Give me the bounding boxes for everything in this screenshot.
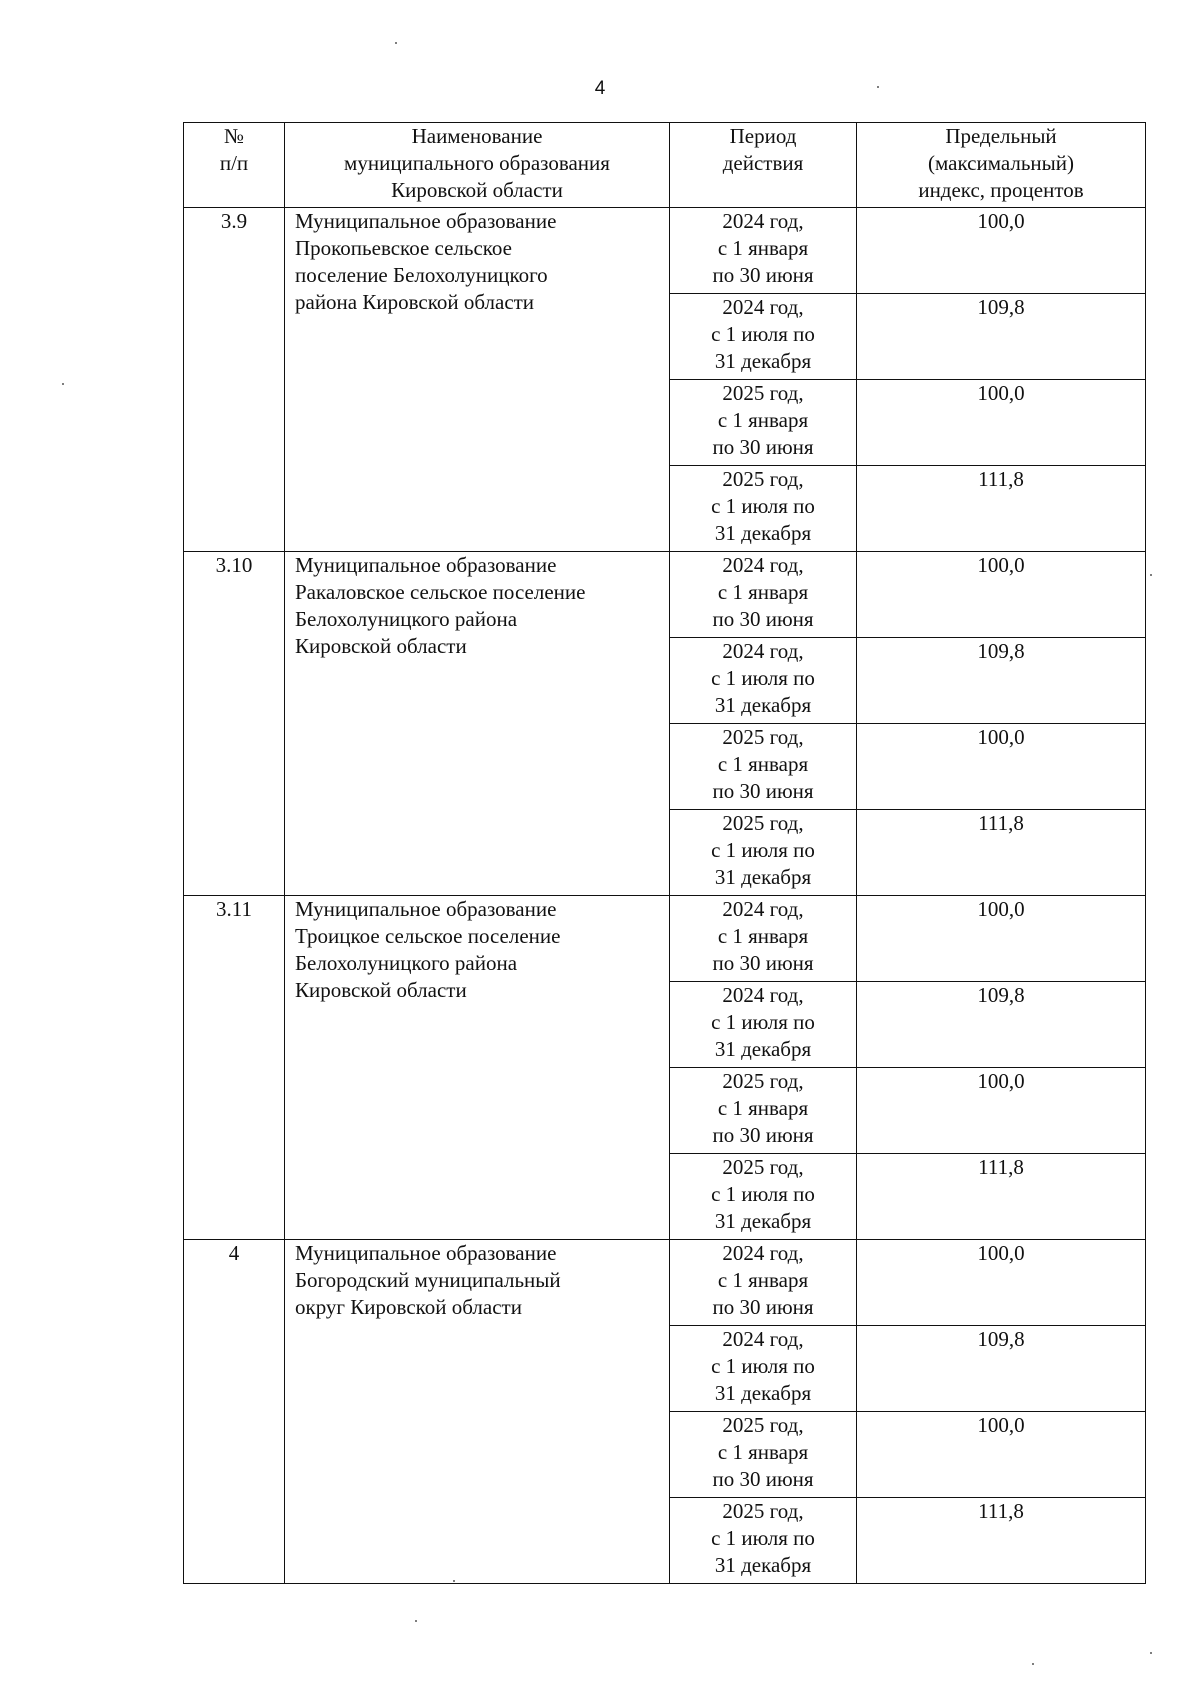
- cell-period: [670, 1154, 857, 1240]
- cell-period: [670, 1068, 857, 1154]
- cell-index-text: 100,0: [977, 725, 1025, 749]
- cell-municipality-name-text: Муниципальное образование Богородский муниципальный округ Кировской области: [295, 1241, 561, 1319]
- table-row: [184, 896, 1146, 982]
- cell-period: [670, 982, 857, 1068]
- cell-index-text: 100,0: [977, 1069, 1025, 1093]
- cell-period: [670, 380, 857, 466]
- table-body: [184, 208, 1146, 1584]
- cell-period: [670, 896, 857, 982]
- cell-index: [857, 1240, 1146, 1326]
- cell-index: [857, 638, 1146, 724]
- cell-index: [857, 1412, 1146, 1498]
- cell-municipality-name: [285, 552, 670, 896]
- cell-number: [184, 896, 285, 1240]
- cell-number: [184, 552, 285, 896]
- header-period-text: Период действия: [722, 124, 804, 175]
- cell-period: [670, 638, 857, 724]
- cell-number-text: 3.10: [215, 553, 253, 577]
- cell-index-text: 100,0: [977, 381, 1025, 405]
- cell-index-text: 100,0: [977, 1413, 1025, 1437]
- cell-period-text: 2024 год, с 1 июля по 31 декабря: [711, 983, 815, 1061]
- cell-period-text: 2024 год, с 1 января по 30 июня: [712, 1241, 814, 1319]
- cell-index: [857, 1326, 1146, 1412]
- indices-table: [183, 122, 1146, 1584]
- cell-period-text: 2025 год, с 1 января по 30 июня: [712, 381, 814, 459]
- cell-index-text: 111,8: [978, 1499, 1024, 1523]
- scan-speck: [62, 383, 64, 385]
- cell-municipality-name: [285, 208, 670, 552]
- cell-period-text: 2025 год, с 1 июля по 31 декабря: [711, 1499, 815, 1577]
- cell-period: [670, 1326, 857, 1412]
- cell-number-text: 3.9: [220, 209, 248, 233]
- header-number: [184, 123, 285, 208]
- cell-index: [857, 1498, 1146, 1584]
- table-row: [184, 552, 1146, 638]
- cell-municipality-name-text: Муниципальное образование Прокопьевское сельское поселение Белохолуницкого района Кировской области: [295, 209, 557, 314]
- cell-period: [670, 466, 857, 552]
- cell-period-text: 2024 год, с 1 июля по 31 декабря: [711, 1327, 815, 1405]
- cell-index-text: 100,0: [977, 209, 1025, 233]
- cell-period: [670, 294, 857, 380]
- scan-speck: [415, 1620, 417, 1622]
- cell-index-text: 111,8: [978, 1155, 1024, 1179]
- cell-period-text: 2025 год, с 1 июля по 31 декабря: [711, 811, 815, 889]
- header-name-text: Наименование муниципального образования Кировской области: [344, 124, 610, 202]
- cell-index-text: 109,8: [977, 295, 1025, 319]
- header-index-text: Предельный (максимальный) индекс, процентов: [918, 124, 1084, 202]
- cell-period: [670, 1240, 857, 1326]
- scan-speck: [453, 1580, 455, 1582]
- cell-period: [670, 724, 857, 810]
- cell-number-text: 4: [228, 1241, 240, 1265]
- table-row: [184, 1240, 1146, 1326]
- page-number: 4: [594, 78, 606, 99]
- header-index: [857, 123, 1146, 208]
- header-row: [184, 123, 1146, 208]
- cell-number-text: 3.11: [216, 897, 252, 921]
- scan-speck: [877, 86, 879, 88]
- cell-index-text: 100,0: [977, 553, 1025, 577]
- cell-period-text: 2024 год, с 1 января по 30 июня: [712, 553, 814, 631]
- cell-period: [670, 1412, 857, 1498]
- cell-index: [857, 982, 1146, 1068]
- cell-period-text: 2025 год, с 1 января по 30 июня: [712, 1413, 814, 1491]
- cell-index: [857, 1154, 1146, 1240]
- cell-index: [857, 1068, 1146, 1154]
- cell-index: [857, 380, 1146, 466]
- cell-municipality-name: [285, 896, 670, 1240]
- cell-index: [857, 724, 1146, 810]
- cell-period-text: 2024 год, с 1 января по 30 июня: [712, 209, 814, 287]
- cell-municipality-name-text: Муниципальное образование Ракаловское сельское поселение Белохолуницкого района Кировской области: [295, 553, 586, 658]
- header-number-text: № п/п: [219, 124, 249, 175]
- cell-period: [670, 552, 857, 638]
- cell-period-text: 2025 год, с 1 января по 30 июня: [712, 1069, 814, 1147]
- cell-period-text: 2024 год, с 1 января по 30 июня: [712, 897, 814, 975]
- cell-index: [857, 294, 1146, 380]
- cell-index: [857, 810, 1146, 896]
- table-row: [184, 208, 1146, 294]
- cell-index-text: 100,0: [977, 1241, 1025, 1265]
- cell-index: [857, 466, 1146, 552]
- cell-index-text: 111,8: [978, 811, 1024, 835]
- cell-municipality-name: [285, 1240, 670, 1584]
- cell-index: [857, 552, 1146, 638]
- cell-period-text: 2025 год, с 1 июля по 31 декабря: [711, 467, 815, 545]
- cell-period: [670, 1498, 857, 1584]
- cell-index-text: 109,8: [977, 639, 1025, 663]
- scan-speck: [1150, 574, 1152, 576]
- header-name: [285, 123, 670, 208]
- scan-speck: [395, 42, 397, 44]
- cell-number: [184, 1240, 285, 1584]
- cell-municipality-name-text: Муниципальное образование Троицкое сельское поселение Белохолуницкого района Кировской области: [295, 897, 561, 1002]
- cell-index-text: 109,8: [977, 1327, 1025, 1351]
- cell-period: [670, 208, 857, 294]
- cell-index-text: 111,8: [978, 467, 1024, 491]
- cell-period-text: 2024 год, с 1 июля по 31 декабря: [711, 639, 815, 717]
- table-header: [184, 123, 1146, 208]
- cell-period: [670, 810, 857, 896]
- cell-period-text: 2025 год, с 1 июля по 31 декабря: [711, 1155, 815, 1233]
- cell-period-text: 2025 год, с 1 января по 30 июня: [712, 725, 814, 803]
- cell-period-text: 2024 год, с 1 июля по 31 декабря: [711, 295, 815, 373]
- cell-index-text: 109,8: [977, 983, 1025, 1007]
- scan-speck: [1150, 1652, 1152, 1654]
- scan-speck: [1032, 1663, 1034, 1665]
- cell-index-text: 100,0: [977, 897, 1025, 921]
- cell-index: [857, 896, 1146, 982]
- cell-number: [184, 208, 285, 552]
- cell-index: [857, 208, 1146, 294]
- header-period: [670, 123, 857, 208]
